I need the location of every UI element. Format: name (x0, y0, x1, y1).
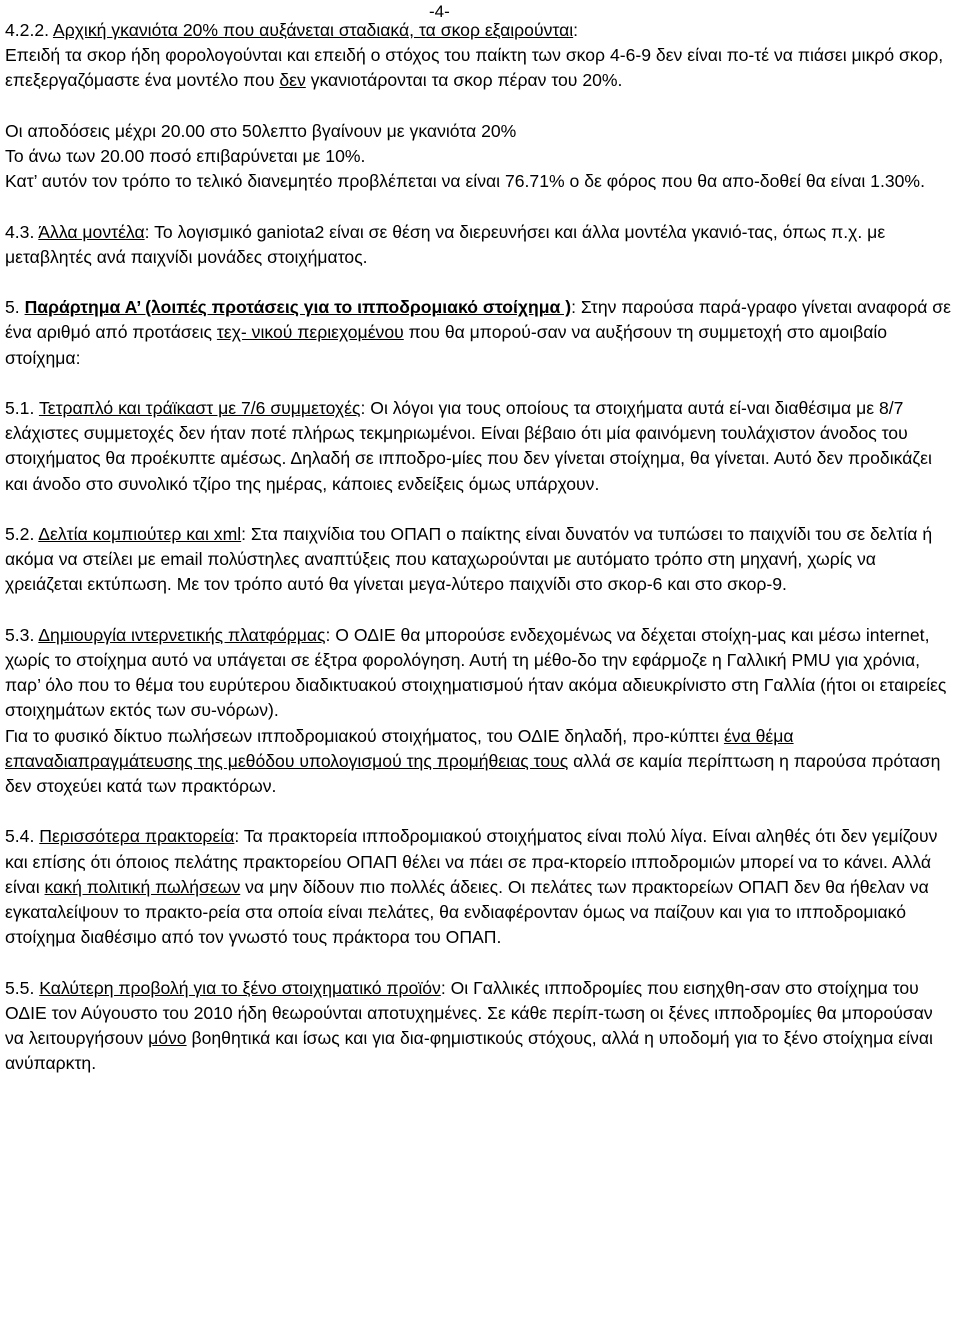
section-number: 5.5. (5, 977, 35, 998)
section-text: βοηθητικά και ίσως και για δια-φημιστικούς στόχους, αλλά η υποδομή για το ξένο στοίχημα είναι ανύπαρκτη. (5, 1028, 933, 1074)
section-4-2-2: 4.2.2. Αρχική γκανιότα 20% που αυξάνεται σταδιακά, τα σκορ εξαιρούνται: Επειδή τα σκορ ήδη φορολογούνται και επειδή ο στόχος του παίκτη των σκορ 4-6-9 δεν είναι πο-τέ να πιάσει μικρό σκορ, επεξεργαζόμαστε ένα μοντέλο που δεν γκανιοτάρονται τα σκορ πέραν του 20%. (5, 20, 944, 91)
section-text: που θα μπορού-σαν να αυξήσουν τη συμμετοχή στο αμοιβαίο στοίχημα: (5, 322, 888, 368)
section-text: Για το φυσικό δίκτυο πωλήσεων ιπποδρομιακού στοιχήματος, του ΟΔΙΕ δηλαδή, προ-κύπτει (5, 725, 724, 746)
document-body (5, 18, 955, 1076)
section-text: : Οι λόγοι για τους οποίους τα στοιχήματα αυτά εί-ναι διαθέσιμα με 8/7 ελάχιστες συμμετοχές δεν ήταν ποτέ πλήρως τεκμηριωμένοι. Είναι βέβαιο ότι μία φαινόμενη τουλάχιστον άνοδος του στοιχήματος θα προέκυπτε αμέσως. Δηλαδή σε ιπποδρο-μίες που δεν γίνεται στοίχημα, θα γίνεται. Αυτό δεν προδικάζει και άνοδο στο συνολικό τζίρο της ημέρας, κάποιες ενδείξεις όμως υπάρχουν. (5, 397, 932, 494)
section-number: 5.1. (5, 397, 35, 418)
section-title: Δελτία κομπιούτερ και xml (38, 523, 242, 544)
section-text: : Το λογισμικό ganiota2 είναι σε θέση να διερευνήσει και άλλα μοντέλα γκανιό-τας, όπως π.χ. με μεταβλητές ανά παιχνίδι μονάδες στοιχήματος. (5, 221, 886, 267)
section-text: : Ο ΟΔΙΕ θα μπορούσε ενδεχομένως να δέχεται στοίχη-μας και μέσω internet, χωρίς το στοίχημα αυτό να υπάγεται σε έξτρα φορολόγηση. Αυτή τη μέθο-δο την εφάρμοζε η Γαλλική PMU για χρόνια, παρ’ όλο που το θέμα του ευρύτερου διαδικτυακού στοιχηματισμού ήταν ακόμα αδιευκρίνιστο στη Γαλλία (ήτοι οι εταιρείες στοιχημάτων εκτός των συ-νόρων). (5, 624, 947, 721)
section-number: 4.2.2. (5, 20, 50, 40)
section-number: 5.2. (5, 523, 35, 544)
payout-line: Κατ’ αυτόν τον τρόπο το τελικό διανεμητέο προβλέπεται να είναι 76.71% ο δε φόρος που θα απο-δοθεί θα είναι 1.30%. (5, 171, 925, 192)
section-title: Τετραπλό και τράϊκαστ με 7/6 συμμετοχές (38, 397, 361, 418)
section-text: Επειδή τα σκορ ήδη φορολογούνται και επειδή ο στόχος του παίκτη των σκορ 4-6-9 δεν είναι πο-τέ να πιάσει μικρό σκορ, επεξεργαζόμαστε ένα μοντέλο που (5, 45, 944, 91)
section-title: Περισσότερα πρακτορεία (39, 826, 235, 847)
section-title: Αρχική γκανιότα 20% που αυξάνεται σταδιακά, τα σκορ εξαιρούνται (52, 20, 574, 40)
emphasis-text: ένα θέμα επαναδιαπραγμάτευσης της μεθόδου υπολογισμού της προμήθειας τους (5, 725, 794, 771)
section-4-3 (5, 220, 955, 270)
section-text: : Στην παρούσα παρά-γραφο γίνεται αναφορά σε ένα αριθμό από προτάσεις (5, 297, 951, 343)
section-text: να μην δίδουν πιο πολλές άδειες. Οι πελάτες των πρακτορείων ΟΠΑΠ δεν θα ήθελαν να εγκαταλείψουν το πρακτο-ρεία στα οποία είναι πελάτες, θα ενδιαφέρονταν όμως να παίζουν και για το ιπποδρομιακό στοίχημα διαθέσιμο από τον γνωστό τους πράκτορα του ΟΠΑΠ. (5, 876, 929, 948)
section-number: 5.3. (5, 624, 35, 645)
payout-line: Οι αποδόσεις μέχρι 20.00 στο 50λεπτο βγαίνουν με γκανιότα 20% (5, 120, 517, 141)
emphasis-text: μόνο (148, 1028, 187, 1048)
section-5-1 (5, 396, 955, 497)
emphasis-text: δεν (279, 70, 306, 91)
section-text: : Στα παιχνίδια του ΟΠΑΠ ο παίκτης είναι δυνατόν να τυπώσει το παιχνίδι του σε δελτία ή ακόμα να στείλει με email πολύστηλες αναπτύξεις που καταχωρούνται με αυτόματο τρόπο στη μηχανή, χωρίς να χρειάζεται εκτύπωση. Με τον τρόπο αυτό θα γίνεται μεγα-λύτερο παιχνίδι στο σκορ-6 και στο σκορ-9. (5, 523, 933, 595)
section-number: 4.3. (5, 221, 35, 242)
section-5-3-paragraph-2 (5, 724, 955, 800)
section-text: αλλά σε καμία περίπτωση η παρούσα πρόταση δεν στοχεύει κατά των πρακτόρων. (5, 750, 941, 796)
section-text: γκανιοτάρονται τα σκορ πέραν του 20%. (305, 70, 623, 91)
section-5-4 (5, 824, 955, 950)
emphasis-text: κακή πολιτική πωλήσεων (44, 876, 241, 897)
section-title: Παράρτημα Α’ (λοιπές προτάσεις για το ιπποδρομιακό στοίχημα ) (24, 297, 572, 318)
section-text: : Οι Γαλλικές ιπποδρομίες που εισηχθη-σαν στο στοίχημα του ΟΔΙΕ τον Αύγουστο του 2010 ήδη θεωρούνται αποτυχημένες. Σε κάθε περίπ-τωση οι ξένες ιπποδρομίες θα μπορούσαν να λειτουργήσουν (5, 977, 933, 1048)
section-text: : Τα πρακτορεία ιπποδρομιακού στοιχήματος είναι πολύ λίγα. Είναι αληθές ότι δεν γεμίζουν και επίσης ότι όποιος πελάτης πρακτορείου ΟΠΑΠ θέλει να πάει σε πρα-κτορείο ιπποδρομιών μπορεί να το κάνει. Αλλά είναι (5, 826, 938, 897)
section-title: Καλύτερη προβολή για το ξένο στοιχηματικό προϊόν (39, 977, 441, 998)
section-5-5 (5, 976, 955, 1077)
section-5-2 (5, 522, 955, 598)
emphasis-text: τεχ- νικού περιεχομένου (216, 322, 404, 343)
section-number: 5. (5, 297, 20, 318)
payout-line: Το άνω των 20.00 ποσό επιβαρύνεται με 10%. (5, 146, 366, 166)
section-5 (5, 295, 955, 371)
section-title: Δημιουργία ιντερνετικής πλατφόρμας (38, 624, 326, 645)
section-5-3 (5, 623, 955, 724)
section-title: Άλλα μοντέλα (38, 221, 145, 242)
page-number: -4- (429, 2, 450, 21)
section-number: 5.4. (5, 826, 35, 847)
